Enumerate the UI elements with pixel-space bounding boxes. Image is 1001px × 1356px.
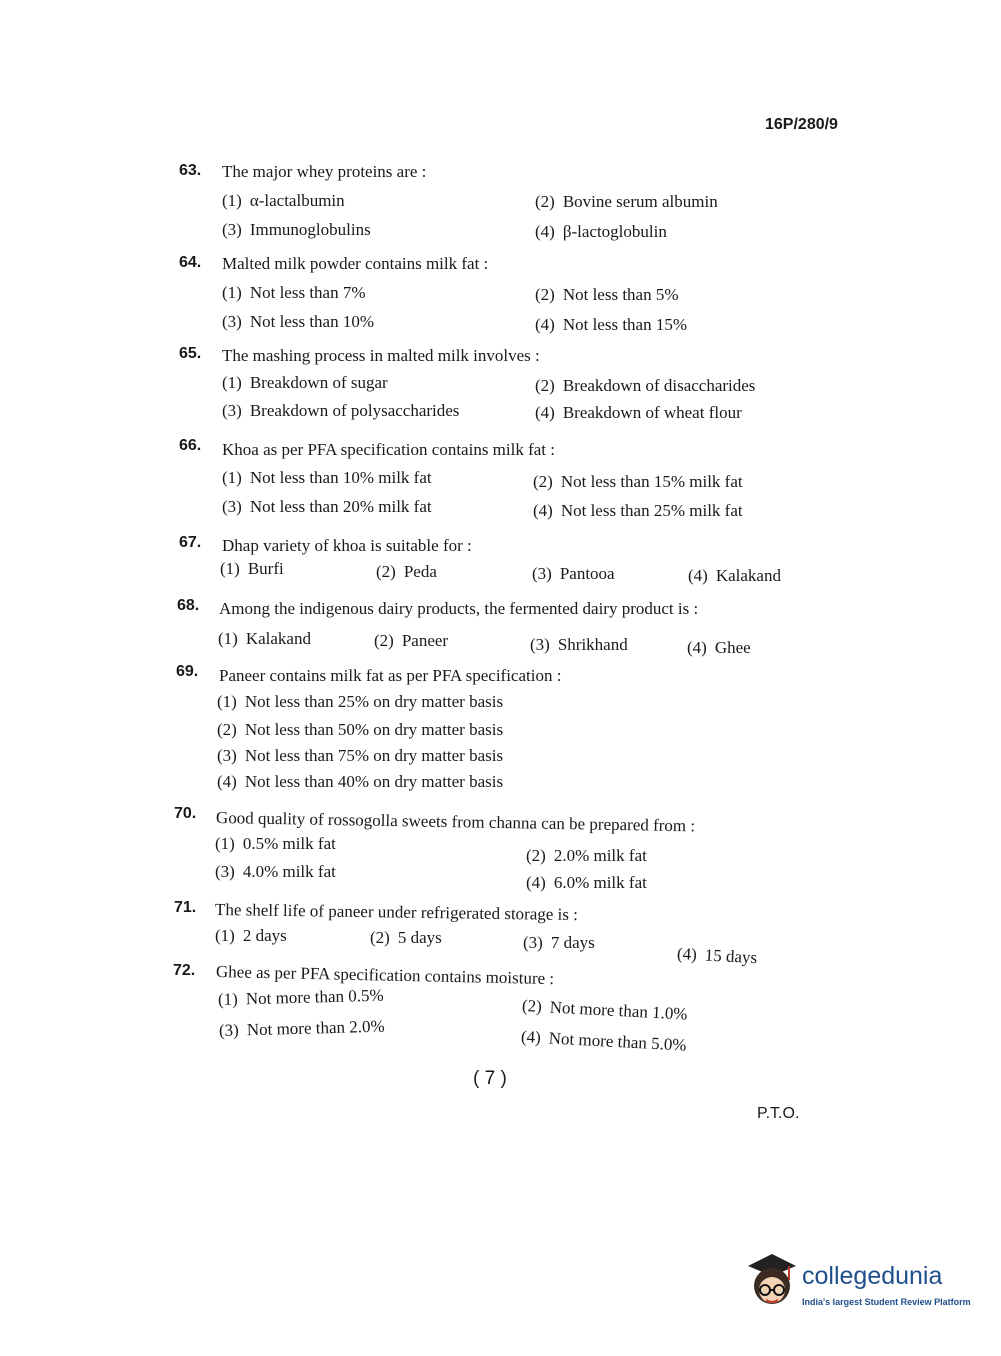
question-number: 70. — [174, 805, 197, 822]
option-4: (4) Not more than 5.0% — [520, 1027, 687, 1055]
option-3: (3) Not less than 75% on dry matter basis — [217, 746, 504, 765]
option-2: (2) Not less than 50% on dry matter basis — [217, 720, 504, 739]
option-1: (1) Not less than 25% on dry matter basis — [217, 692, 504, 711]
question-number: 66. — [179, 437, 202, 454]
option-2: (2) 2.0% milk fat — [526, 846, 647, 865]
option-4: (4) β-lactoglobulin — [535, 222, 667, 241]
option-1: (1) α-lactalbumin — [222, 191, 345, 210]
question-number: 69. — [176, 663, 199, 680]
question-number: 71. — [174, 899, 197, 916]
pto-label: P.T.O. — [757, 1105, 800, 1122]
option-4: (4) Not less than 15% — [535, 315, 688, 334]
option-1: (1) Breakdown of sugar — [222, 373, 388, 392]
option-4: (4) Not less than 25% milk fat — [533, 501, 743, 520]
option-1: (1) 0.5% milk fat — [215, 834, 336, 853]
option-2: (2) Bovine serum albumin — [535, 192, 718, 211]
option-2: (2) Not more than 1.0% — [521, 996, 688, 1024]
question-stem: The shelf life of paneer under refrigerated storage is : — [214, 900, 579, 925]
option-4: (4) Ghee — [687, 638, 751, 657]
option-1: (1) Not less than 10% milk fat — [222, 468, 432, 487]
option-2: (2) Breakdown of disaccharides — [535, 376, 756, 395]
question-number: 72. — [173, 962, 196, 979]
question-stem: The mashing process in malted milk involves : — [222, 346, 540, 365]
question-number: 67. — [179, 534, 202, 551]
brand-name: collegedunia — [802, 1262, 943, 1290]
option-3: (3) Immunoglobulins — [222, 220, 371, 239]
option-3: (3) Not more than 2.0% — [218, 1016, 385, 1040]
question-stem: Good quality of rossogolla sweets from channa can be prepared from : — [215, 808, 696, 836]
option-2: (2) Not less than 5% — [535, 285, 679, 304]
option-4: (4) Kalakand — [688, 566, 781, 585]
option-2: (2) Paneer — [374, 631, 449, 650]
option-1: (1) Not less than 7% — [222, 283, 366, 302]
collegedunia-watermark — [742, 1250, 972, 1320]
question-stem: The major whey proteins are : — [222, 162, 427, 181]
question-stem: Malted milk powder contains milk fat : — [222, 254, 489, 273]
option-3: (3) Shrikhand — [530, 635, 628, 654]
brand-tagline: India's largest Student Review Platform — [802, 1297, 971, 1307]
option-1: (1) Not more than 0.5% — [217, 985, 384, 1009]
paper-code: 16P/280/9 — [765, 116, 838, 133]
option-2: (2) Not less than 15% milk fat — [533, 472, 743, 491]
option-3: (3) Not less than 20% milk fat — [222, 497, 432, 516]
option-1: (1) Kalakand — [218, 629, 311, 648]
page-number: ( 7 ) — [473, 1068, 507, 1089]
option-3: (3) 4.0% milk fat — [215, 862, 336, 881]
option-4: (4) Not less than 40% on dry matter basis — [217, 772, 504, 791]
option-3: (3) Pantooa — [532, 564, 615, 583]
option-4: (4) 6.0% milk fat — [526, 873, 647, 892]
option-1: (1) Burfi — [220, 559, 284, 578]
option-2: (2) 5 days — [370, 928, 442, 947]
question-number: 64. — [179, 254, 202, 271]
option-3: (3) Not less than 10% — [222, 312, 375, 331]
option-1: (1) 2 days — [215, 926, 287, 945]
option-4: (4) 15 days — [676, 944, 758, 968]
option-4: (4) Breakdown of wheat flour — [535, 403, 742, 422]
question-number: 63. — [179, 162, 202, 179]
question-number: 65. — [179, 345, 202, 362]
question-stem: Paneer contains milk fat as per PFA specification : — [219, 666, 562, 685]
option-3: (3) Breakdown of polysaccharides — [222, 401, 460, 420]
question-stem: Khoa as per PFA specification contains milk fat : — [222, 440, 556, 459]
question-stem: Dhap variety of khoa is suitable for : — [222, 536, 472, 555]
question-stem: Among the indigenous dairy products, the fermented dairy product is : — [219, 599, 699, 618]
mascot-icon — [742, 1250, 800, 1312]
question-stem: Ghee as per PFA specification contains moisture : — [215, 962, 555, 989]
option-2: (2) Peda — [376, 562, 437, 581]
question-number: 68. — [177, 597, 200, 614]
option-3: (3) 7 days — [523, 933, 595, 952]
